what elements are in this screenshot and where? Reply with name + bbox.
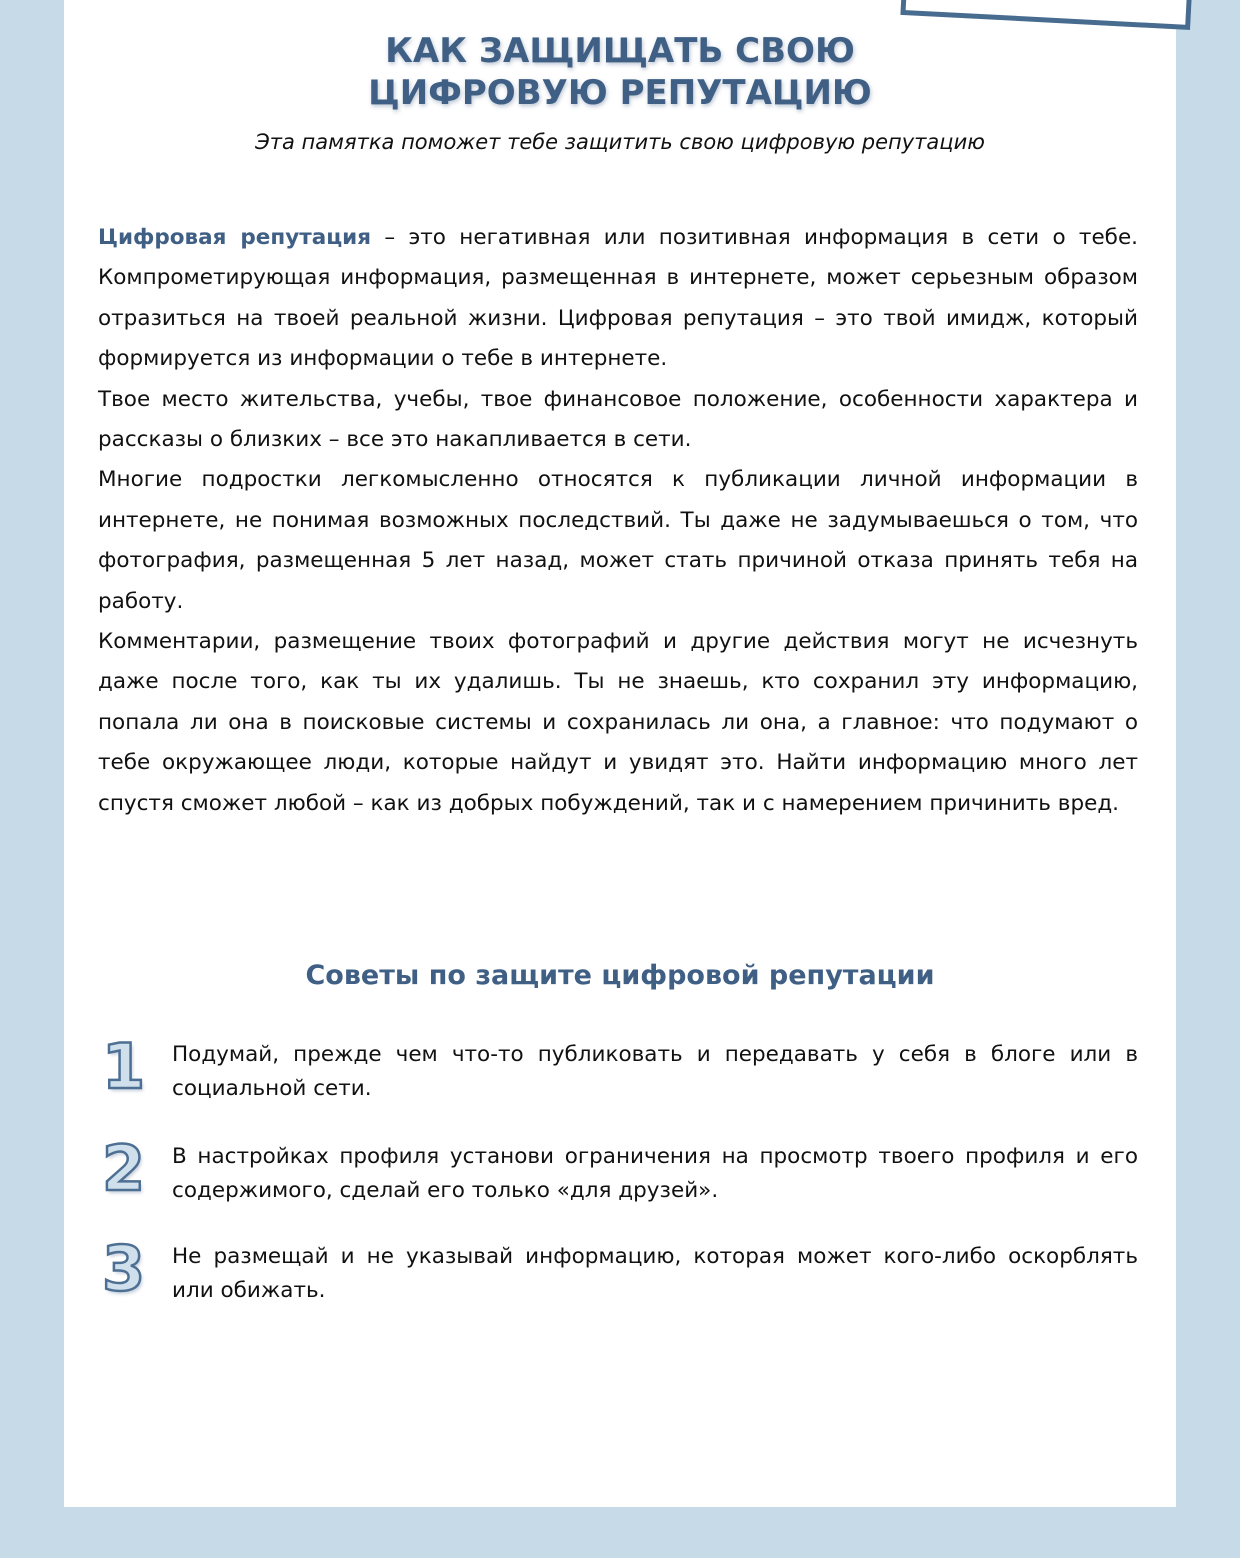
subtitle: Эта памятка поможет тебе защитить свою цифровую репутацию [255,130,985,154]
tip-text: В настройках профиля установи ограничения на просмотр твоего профиля и его содержимого, сделай его только «для друзей». [172,1144,1138,1203]
tip-item-2 [98,1132,1138,1208]
intro-paragraph-3: Многие подростки легкомысленно относятся к публикации личной информации в интернете, не понимая возможных последствий. Ты даже не задумываешься о том, что фотография, размещенная 5 лет назад, может стать причиной отказа принять тебя на работу. [98,467,1138,614]
tip-item-3 [98,1232,1138,1308]
tip-item-1 [98,1030,1138,1106]
tip-text: Не размещай и не указывай информацию, которая может кого-либо оскорблять или обижать. [172,1244,1138,1303]
page-title [0,30,1240,114]
intro-paragraph-1 [98,218,1138,380]
term-highlight: Цифровая репутация [98,225,372,250]
title-line-2: ЦИФРОВУЮ РЕПУТАЦИЮ [368,73,872,113]
number-two-icon: 2 [102,1132,146,1205]
number-one-icon: 1 [102,1030,146,1103]
title-line-1: КАК ЗАЩИЩАТЬ СВОЮ [385,31,855,71]
intro-paragraph-4: Комментарии, размещение твоих фотографий и другие действия могут не исчезнуть даже после того, как ты их удалишь. Ты не знаешь, кто сохранил эту информацию, попала ли она в поисковые системы и сохранилась ли она, а главное: что подумают о тебе окружающее люди, которые найдут и увидят это. Найти информацию много лет спустя сможет любой – как из добрых побуждений, так и с намерением причинить вред. [98,629,1138,816]
intro-paragraph-2: Твое место жительства, учебы, твое финансовое положение, особенности характера и рассказы о близких – все это накапливается в сети. [98,386,1138,453]
intro-paragraph-1-text: – это негативная или позитивная информация в сети о тебе. Компрометирующая информация, размещенная в интернете, может серьезным образом отразиться на твоей реальной жизни. Цифровая репутация – это твой имидж, который формируется из информации о тебе в интернете. [98,225,1139,372]
tip-text: Подумай, прежде чем что-то публиковать и передавать у себя в блоге или в социальной сети. [172,1042,1138,1101]
number-three-icon: 3 [102,1232,146,1305]
intro-section [98,218,1138,824]
tips-heading: Советы по защите цифровой репутации [305,960,935,991]
